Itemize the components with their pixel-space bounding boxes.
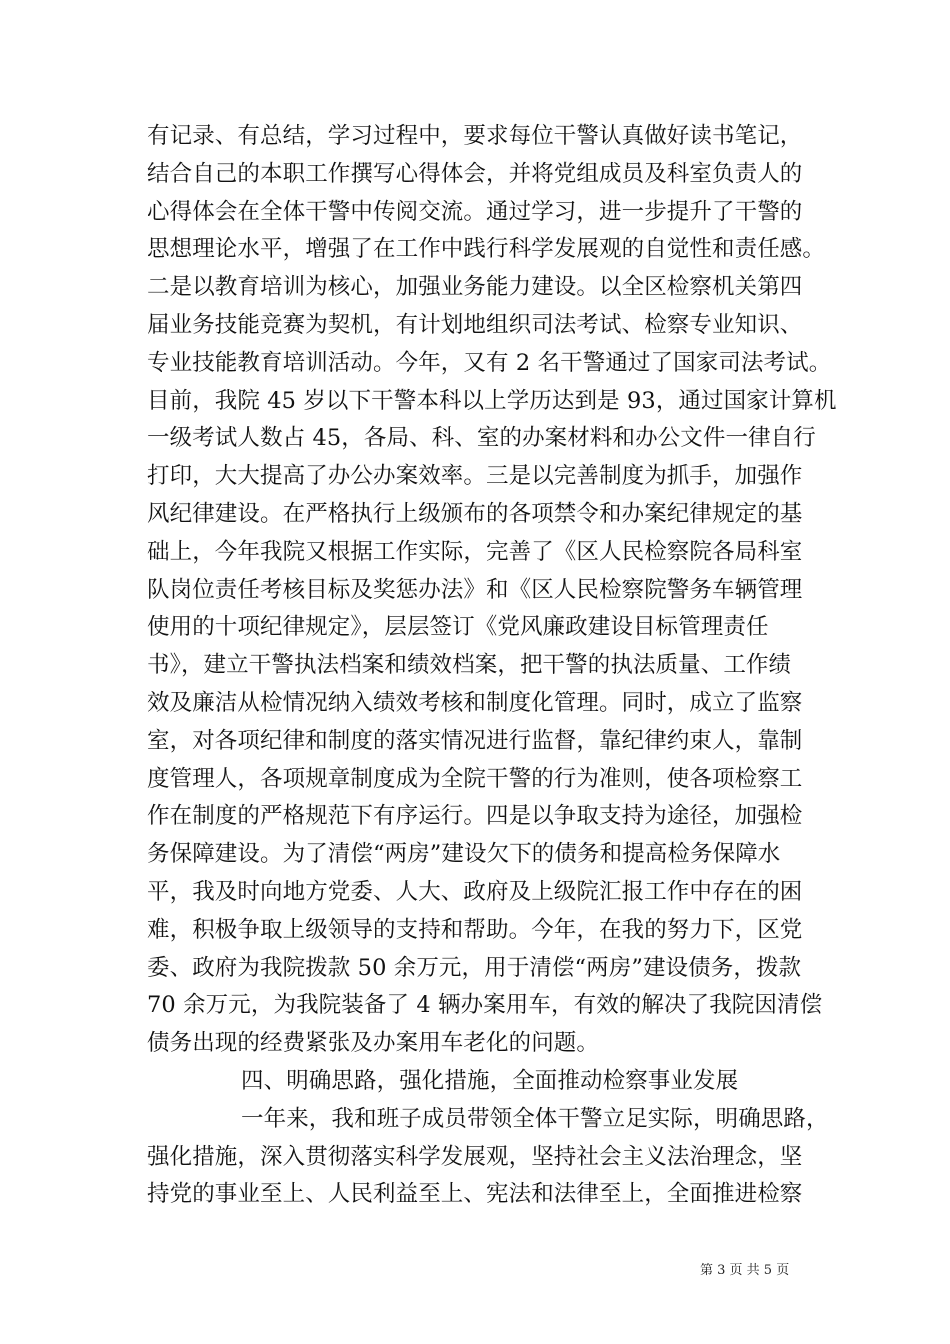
text-line: 结合自己的本职工作撰写心得体会，并将党组成员及科室负责人的 bbox=[147, 160, 803, 187]
text-line: 心得体会在全体干警中传阅交流。通过学习，进一步提升了干警的 bbox=[147, 198, 803, 225]
text-line: 风纪律建设。在严格执行上级颁布的各项禁令和办案纪律规定的基 bbox=[147, 500, 803, 527]
text-line: 队岗位责任考核目标及奖惩办法》和《区人民检察院警务车辆管理 bbox=[147, 576, 803, 603]
text-line: 平，我及时向地方党委、人大、政府及上级院汇报工作中存在的困 bbox=[147, 878, 803, 905]
text-line: 强化措施，深入贯彻落实科学发展观，坚持社会主义法治理念，坚 bbox=[147, 1143, 803, 1170]
text-line: 作在制度的严格规范下有序运行。四是以争取支持为途径，加强检 bbox=[147, 803, 803, 830]
text-line: 书》，建立干警执法档案和绩效档案，把干警的执法质量、工作绩 bbox=[147, 652, 792, 679]
text-line: 室，对各项纪律和制度的落实情况进行监督，靠纪律约束人，靠制 bbox=[147, 727, 803, 754]
text-line: 度管理人，各项规章制度成为全院干警的行为准则，使各项检察工 bbox=[147, 765, 803, 792]
text-line: 70 余万元，为我院装备了 4 辆办案用车，有效的解决了我院因清偿 bbox=[147, 992, 823, 1019]
text-line: 委、政府为我院拨款 50 余万元，用于清偿“两房”建设债务，拨款 bbox=[147, 954, 802, 981]
text-line: 础上，今年我院又根据工作实际，完善了《区人民检察院各局科室 bbox=[147, 538, 803, 565]
text-line: 有记录、有总结，学习过程中，要求每位干警认真做好读书笔记， bbox=[147, 123, 803, 149]
text-line: 思想理论水平，增强了在工作中践行科学发展观的自觉性和责任感。 bbox=[147, 236, 826, 263]
text-line: 一年来，我和班子成员带领全体干警立足实际，明确思路， bbox=[241, 1105, 829, 1132]
text-line: 二是以教育培训为核心，加强业务能力建设。以全区检察机关第四 bbox=[147, 274, 803, 301]
text-line: 务保障建设。为了清偿“两房”建设欠下的债务和提高检务保障水 bbox=[147, 841, 781, 868]
text-line: 难，积极争取上级领导的支持和帮助。今年，在我的努力下，区党 bbox=[147, 916, 803, 943]
page-number-footer: 第 3 页 共 5 页 bbox=[700, 1263, 790, 1278]
text-line: 专业技能教育培训活动。今年，又有 2 名干警通过了国家司法考试。 bbox=[147, 349, 832, 376]
body-text bbox=[147, 118, 837, 1214]
text-line: 届业务技能竞赛为契机，有计划地组织司法考试、检察专业知识、 bbox=[147, 311, 803, 338]
text-line: 使用的十项纪律规定》，层层签订《党风廉政建设目标管理责任 bbox=[147, 614, 769, 641]
text-line: 效及廉洁从检情况纳入绩效考核和制度化管理。同时，成立了监察 bbox=[147, 689, 803, 716]
text-line: 目前，我院 45 岁以下干警本科以上学历达到是 93，通过国家计算机 bbox=[147, 387, 837, 414]
text-line: 打印，大大提高了办公办案效率。三是以完善制度为抓手，加强作 bbox=[147, 463, 803, 490]
text-line: 持党的事业至上、人民利益至上、宪法和法律至上，全面推进检察 bbox=[147, 1181, 803, 1208]
text-line: 债务出现的经费紧张及办案用车老化的问题。 bbox=[147, 1030, 600, 1057]
section-heading: 四、明确思路，强化措施，全面推动检察事业发展 bbox=[241, 1067, 739, 1094]
text-line: 一级考试人数占 45，各局、科、室的办案材料和办公文件一律自行 bbox=[147, 425, 816, 452]
